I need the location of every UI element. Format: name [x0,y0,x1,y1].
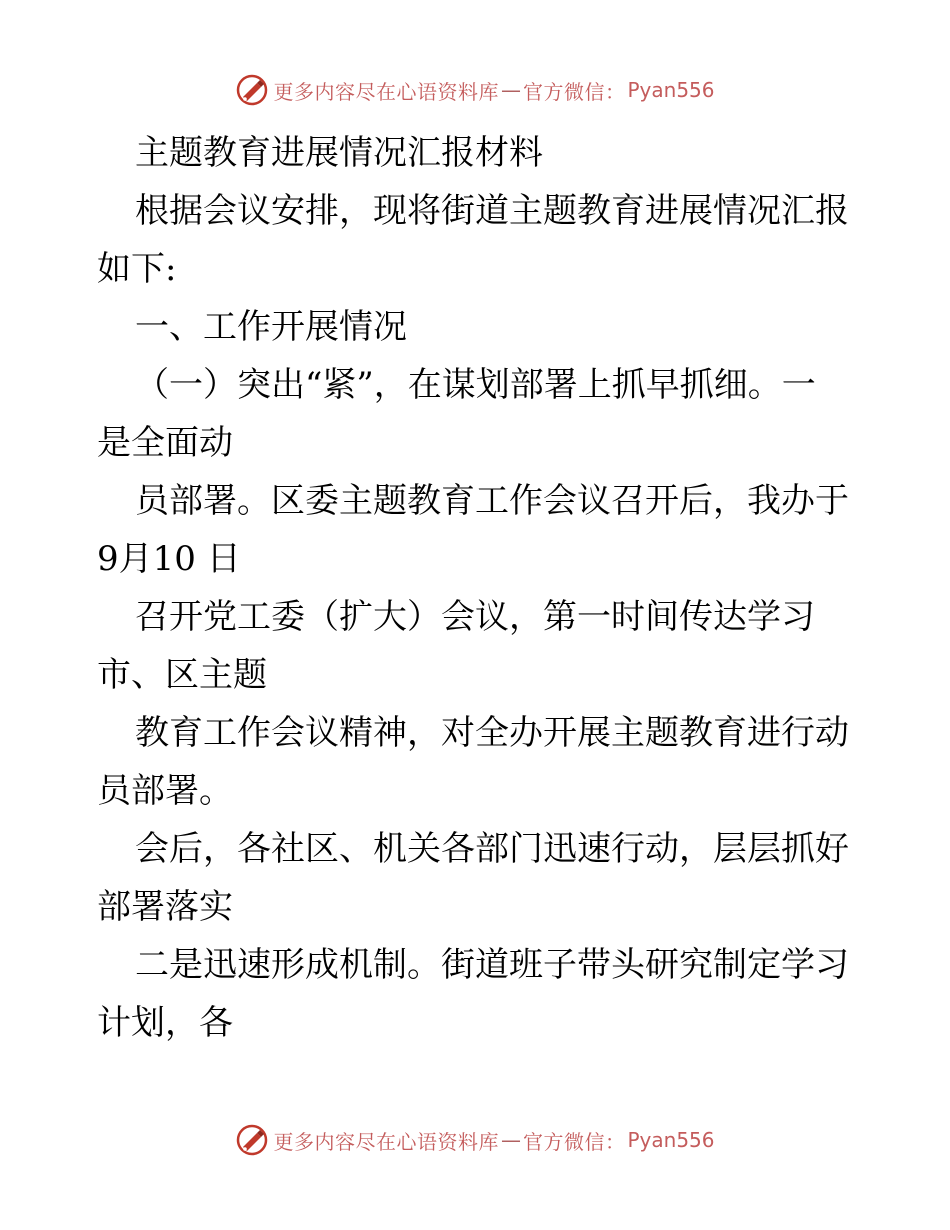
paragraph [97,704,857,762]
watermark-label: 官方微信： [522,79,626,104]
paragraph [97,820,857,878]
watermark-account: Pyan556 [627,1128,715,1152]
watermark-site-text: 更多内容尽在心语资料库 [273,1129,499,1154]
paragraph-cont [97,878,857,936]
text-line: 9月10 日 [97,539,241,579]
watermark-account: Pyan556 [627,78,715,102]
pen-logo-icon [235,1123,269,1157]
paragraph [97,472,857,530]
paragraph [97,356,857,414]
text-line: 一、工作开展情况 [135,307,407,347]
text-line: 计划，各 [97,1003,233,1043]
footer-watermark [0,1120,950,1160]
document-title [97,124,857,182]
pen-logo-icon [235,73,269,107]
paragraph-cont [97,762,857,820]
paragraph-cont [97,646,857,704]
text-line: 如下: [97,249,177,289]
section-heading [97,298,857,356]
text-line: 会后，各社区、机关各部门迅速行动，层层抓好 [135,829,849,869]
paragraph-cont [97,994,857,1052]
watermark-label: 官方微信： [522,1129,626,1154]
paragraph-cont [97,414,857,472]
title-text: 主题教育进展情况汇报材料 [135,133,543,173]
text-line: 二是迅速形成机制。街道班子带头研究制定学习 [135,945,849,985]
header-watermark [0,70,950,110]
text-line: 市、区主题 [97,655,267,695]
watermark-site-text: 更多内容尽在心语资料库 [273,79,499,104]
paragraph-intro-cont [97,240,857,298]
document-body [97,124,857,1052]
watermark-dash: — [500,78,521,102]
paragraph [97,588,857,646]
text-line: 教育工作会议精神，对全办开展主题教育进行动 [135,713,849,753]
paragraph-intro [97,182,857,240]
text-line: （一）突出“紧”，在谋划部署上抓早抓细。一 [135,365,816,405]
watermark-dash: — [500,1128,521,1152]
text-line: 召开党工委（扩大）会议，第一时间传达学习 [135,597,815,637]
text-line: 员部署。 [97,771,233,811]
paragraph-cont [97,530,857,588]
text-line: 员部署。区委主题教育工作会议召开后，我办于 [135,481,849,521]
text-line: 是全面动 [97,423,233,463]
text-line: 根据会议安排，现将街道主题教育进展情况汇报 [135,191,849,231]
paragraph [97,936,857,994]
text-line: 部署落实 [97,887,233,927]
